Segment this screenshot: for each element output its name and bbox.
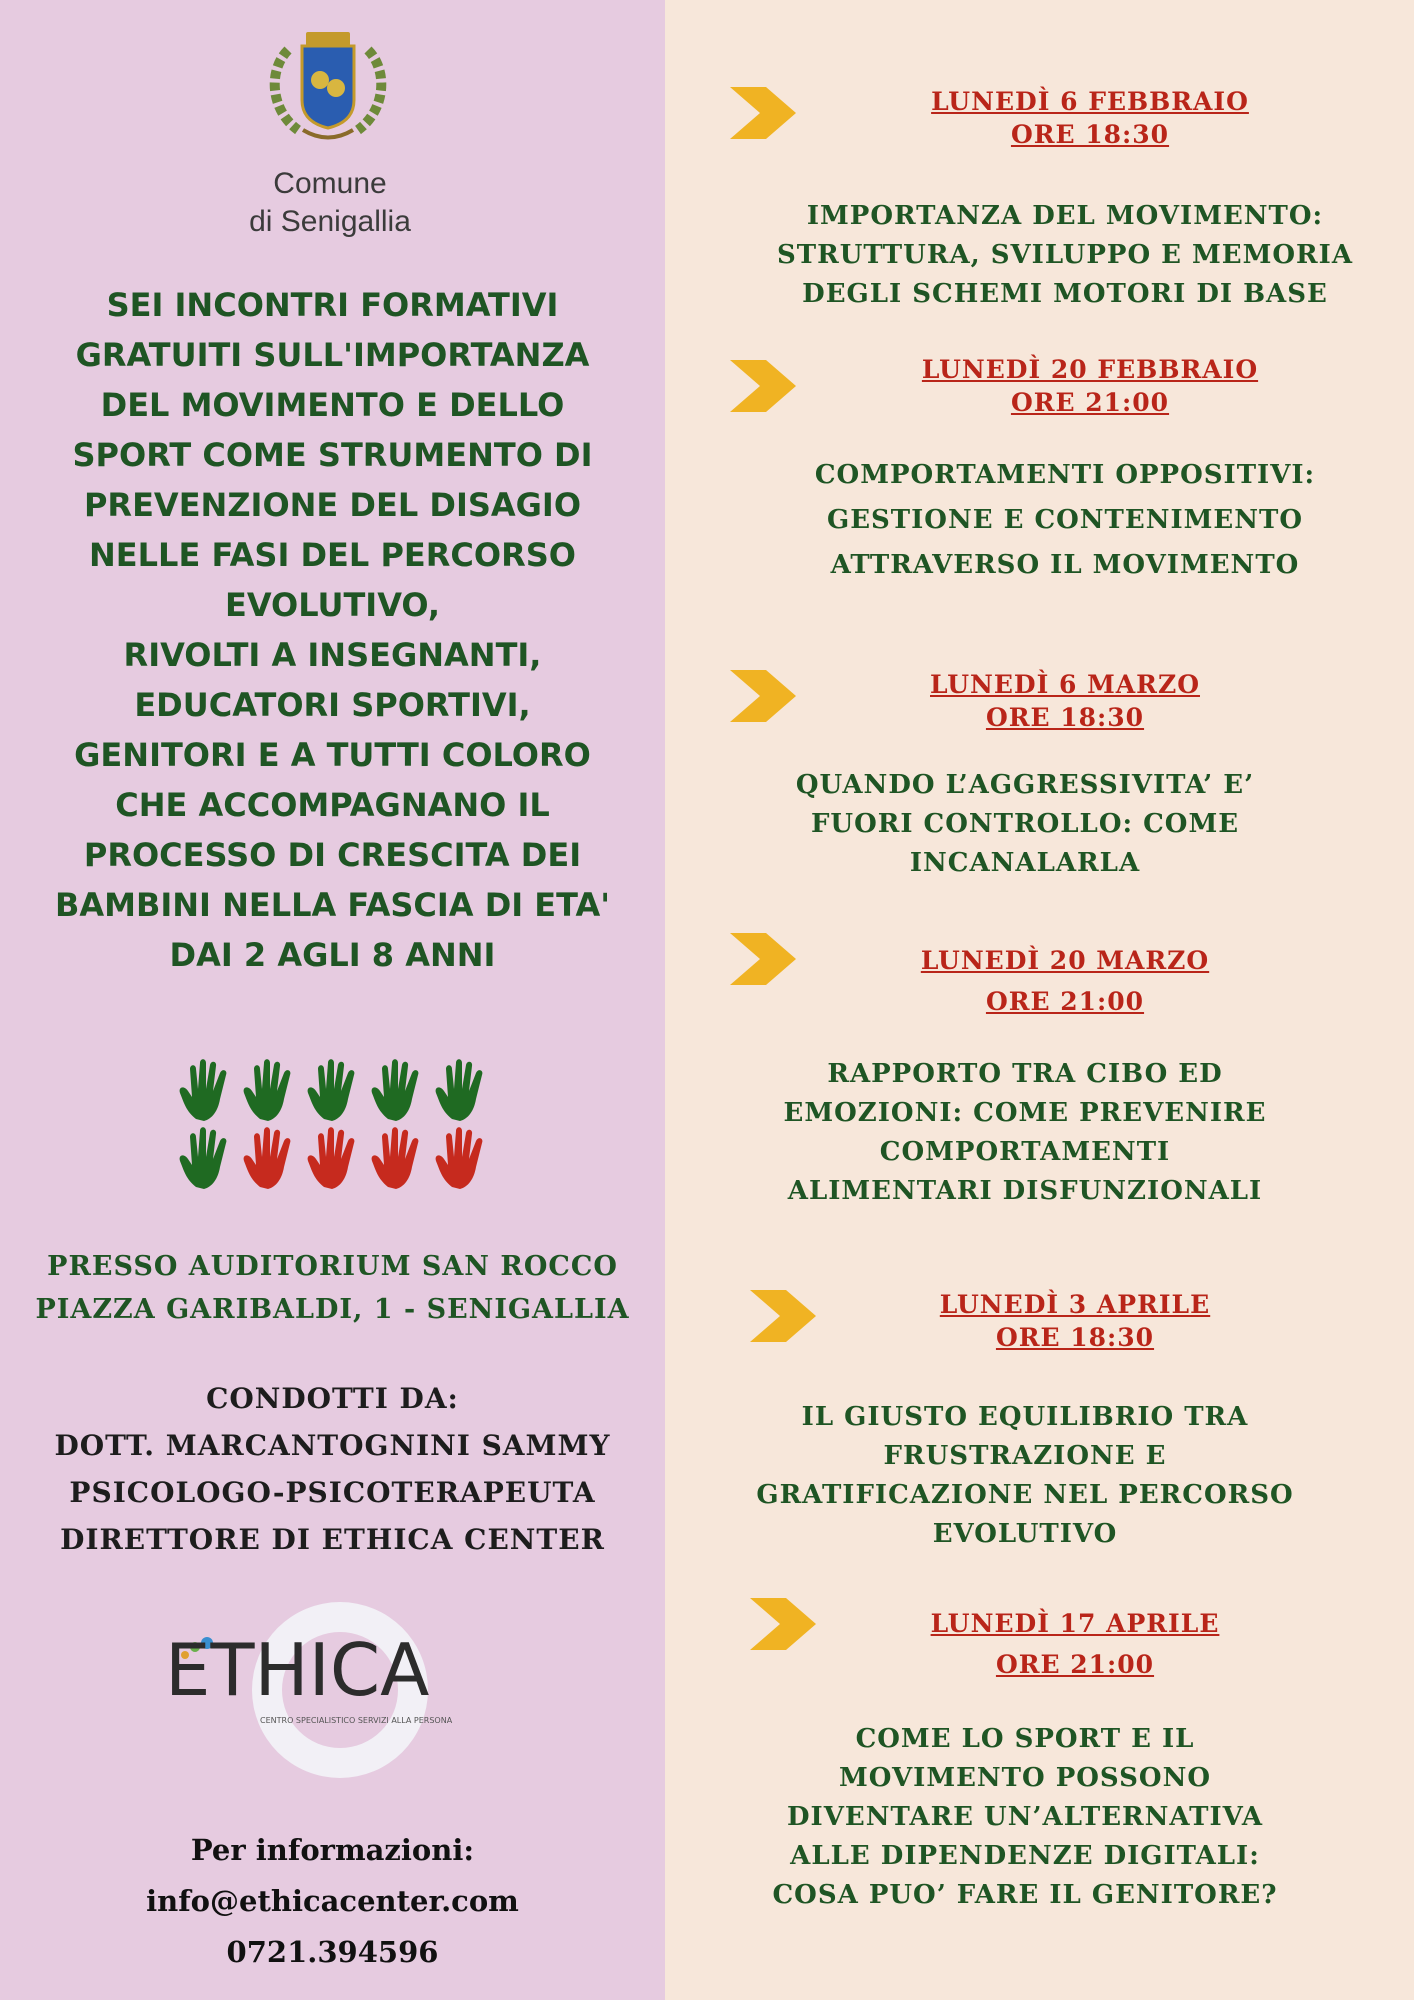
hand-icon	[308, 1127, 355, 1189]
topic-line: QUANDO L’AGGRESSIVITA’ E’	[795, 770, 1255, 800]
topic-line: INCANALARLA	[909, 848, 1141, 878]
hand-icon	[372, 1127, 419, 1189]
intro-line: GENITORI E A TUTTI COLORO	[74, 736, 591, 774]
intro-line: RIVOLTI A INSEGNANTI,	[123, 636, 542, 674]
right-panel	[665, 0, 1414, 2000]
event-date-day: LUNEDÌ 6 FEBBRAIO	[931, 87, 1249, 116]
event-date-time: ORE 18:30	[1010, 120, 1170, 149]
event-date	[830, 85, 1350, 151]
topic-line: EMOZIONI: COME PREVENIRE	[783, 1098, 1267, 1128]
ethica-wordmark: ETHICA	[165, 1628, 430, 1712]
comune-line2: di Senigallia	[249, 205, 411, 238]
info-email[interactable]: info@ethicacenter.com	[146, 1884, 519, 1918]
intro-line: DEL MOVIMENTO E DELLO	[100, 386, 565, 424]
conducted-line: PSICOLOGO-PSICOTERAPEUTA	[69, 1476, 596, 1509]
info-heading: Per informazioni:	[190, 1833, 475, 1867]
conducted-by	[20, 1375, 645, 1563]
chevron-right-icon	[730, 360, 796, 412]
hand-icon	[436, 1127, 483, 1189]
topic-line: IL GIUSTO EQUILIBRIO TRA	[801, 1402, 1249, 1432]
hand-icon	[244, 1127, 291, 1189]
hand-icon	[180, 1127, 227, 1189]
venue	[20, 1245, 645, 1331]
event-topic	[745, 1720, 1305, 1915]
event-date	[830, 353, 1350, 419]
event-date-time: ORE 21:00	[985, 987, 1145, 1016]
intro-line: SEI INCONTRI FORMATIVI	[106, 286, 559, 324]
event-date-day: LUNEDÌ 20 FEBBRAIO	[921, 355, 1259, 384]
event-date-day: LUNEDÌ 20 MARZO	[920, 946, 1210, 975]
topic-line: GRATIFICAZIONE NEL PERCORSO	[756, 1480, 1294, 1510]
hands-graphic	[172, 1055, 512, 1195]
hand-icon	[308, 1059, 355, 1121]
hand-icon	[436, 1059, 483, 1121]
topic-line: EVOLUTIVO	[932, 1519, 1118, 1549]
intro-line: CHE ACCOMPAGNANO IL	[115, 786, 550, 824]
event-date	[785, 668, 1345, 734]
info-phone[interactable]: 0721.394596	[226, 1935, 439, 1969]
topic-line: FRUSTRAZIONE E	[883, 1441, 1167, 1471]
hand-icon	[372, 1059, 419, 1121]
intro-line: PREVENZIONE DEL DISAGIO	[83, 486, 582, 524]
hand-icon	[180, 1059, 227, 1121]
event-date	[785, 940, 1345, 1022]
event-date-time: ORE 21:00	[1010, 388, 1170, 417]
conducted-line: DIRETTORE DI ETHICA CENTER	[60, 1523, 605, 1556]
event-date-time: ORE 21:00	[995, 1650, 1155, 1679]
event-topic	[745, 197, 1385, 314]
intro-line: DAI 2 AGLI 8 ANNI	[169, 936, 496, 974]
topic-line: FUORI CONTROLLO: COME	[810, 809, 1240, 839]
topic-line: COME LO SPORT E IL	[855, 1724, 1195, 1754]
intro-text	[30, 280, 635, 980]
event-date-day: LUNEDÌ 3 APRILE	[939, 1290, 1211, 1319]
topic-line: IMPORTANZA DEL MOVIMENTO:	[806, 201, 1324, 231]
left-panel	[0, 0, 665, 2000]
ethica-logo	[165, 1595, 505, 1785]
contact-info	[60, 1825, 605, 1978]
topic-line: MOVIMENTO POSSONO	[839, 1763, 1211, 1793]
intro-line: BAMBINI NELLA FASCIA DI ETA'	[54, 886, 611, 924]
topic-line: ALIMENTARI DISFUNZIONALI	[787, 1176, 1263, 1206]
event-date-time: ORE 18:30	[985, 703, 1145, 732]
senigallia-crest-icon	[258, 30, 398, 150]
topic-line: ATTRAVERSO IL MOVIMENTO	[830, 550, 1300, 580]
event-date-day: LUNEDÌ 6 MARZO	[930, 670, 1200, 699]
event-date-time: ORE 18:30	[995, 1323, 1155, 1352]
event-topic	[745, 453, 1385, 588]
intro-line: PROCESSO DI CRESCITA DEI	[83, 836, 582, 874]
event-topic	[725, 1398, 1325, 1554]
comune-line1: Comune	[273, 167, 387, 200]
intro-line: SPORT COME STRUMENTO DI	[72, 436, 593, 474]
hand-icon	[244, 1059, 291, 1121]
conducted-line: DOTT. MARCANTOGNINI SAMMY	[54, 1429, 611, 1462]
topic-line: RAPPORTO TRA CIBO ED	[827, 1059, 1223, 1089]
chevron-right-icon	[730, 87, 796, 139]
topic-line: ALLE DIPENDENZE DIGITALI:	[790, 1841, 1260, 1871]
comune-label	[200, 165, 460, 241]
topic-line: DIVENTARE UN’ALTERNATIVA	[787, 1802, 1263, 1832]
intro-line: EDUCATORI SPORTIVI,	[134, 686, 531, 724]
topic-line: STRUTTURA, SVILUPPO E MEMORIA	[776, 240, 1353, 270]
intro-line: GRATUITI SULL'IMPORTANZA	[75, 336, 590, 374]
intro-line: NELLE FASI DEL PERCORSO	[89, 536, 576, 574]
topic-line: COSA PUO’ FARE IL GENITORE?	[772, 1880, 1278, 1910]
venue-line: PIAZZA GARIBALDI, 1 - SENIGALLIA	[35, 1294, 630, 1325]
event-topic	[745, 1055, 1305, 1211]
conducted-line: CONDOTTI DA:	[206, 1382, 459, 1415]
ethica-tagline: CENTRO SPECIALISTICO SERVIZI ALLA PERSONA	[260, 1716, 453, 1725]
event-date	[795, 1288, 1355, 1354]
event-topic	[745, 766, 1305, 883]
topic-line: DEGLI SCHEMI MOTORI DI BASE	[802, 279, 1328, 309]
venue-line: PRESSO AUDITORIUM SAN ROCCO	[47, 1251, 618, 1282]
event-date-day: LUNEDÌ 17 APRILE	[930, 1609, 1220, 1638]
topic-line: COMPORTAMENTI OPPOSITIVI:	[814, 460, 1316, 490]
topic-line: COMPORTAMENTI	[879, 1137, 1171, 1167]
event-date	[795, 1603, 1355, 1685]
intro-line: EVOLUTIVO,	[224, 586, 441, 624]
topic-line: GESTIONE E CONTENIMENTO	[826, 505, 1304, 535]
